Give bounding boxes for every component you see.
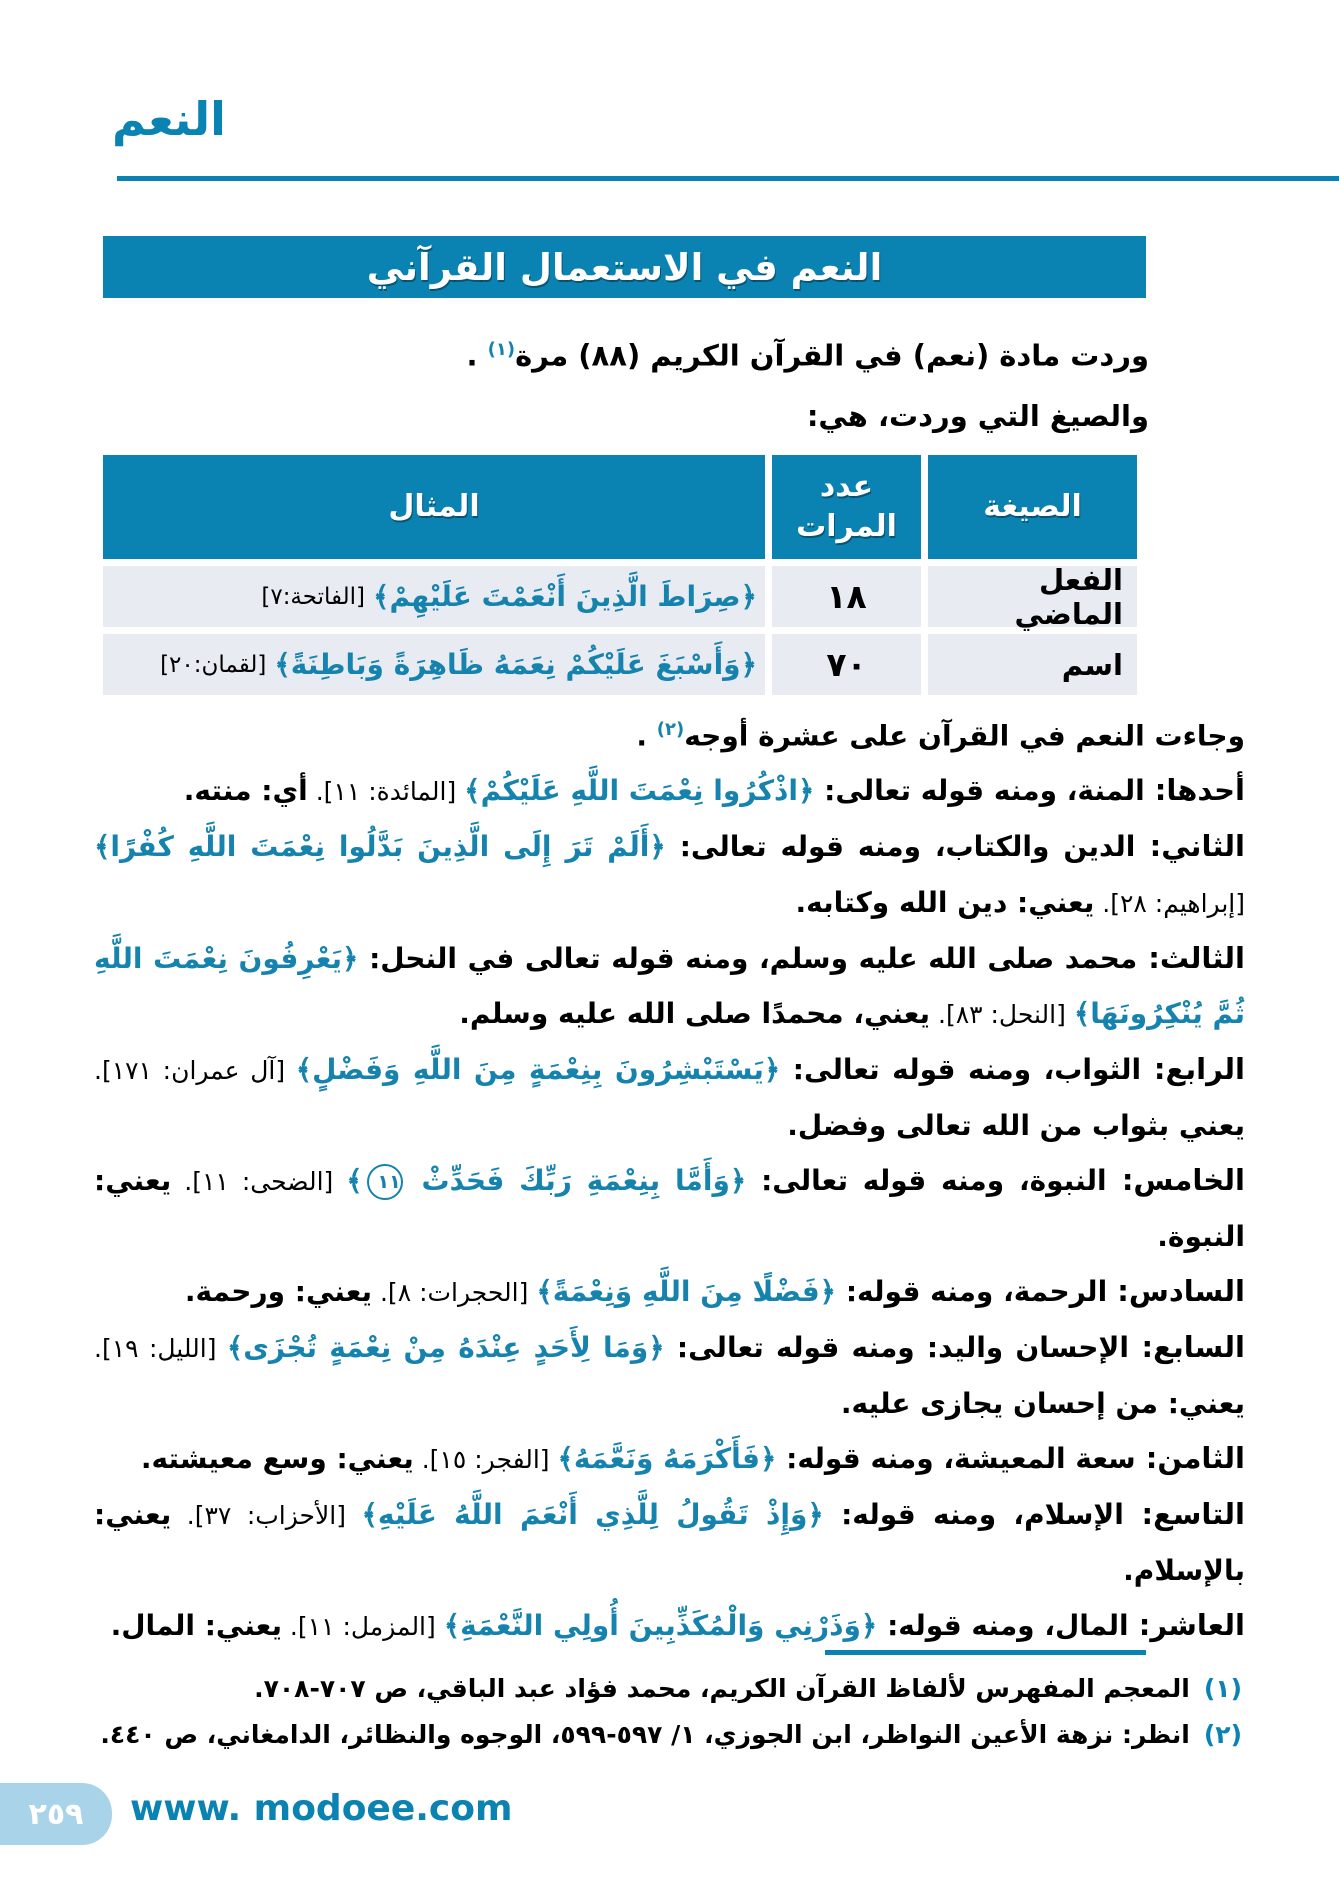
quran-quote: ﴿أَلَمْ تَرَ إِلَى الَّذِينَ بَدَّلُوا نِعْمَتَ اللَّهِ كُفْرًا﴾	[94, 830, 666, 864]
text-run: الدين والكتاب، ومنه قوله تعالى:	[665, 830, 1136, 864]
body-paragraph	[94, 931, 1245, 1042]
lead-word: السابع:	[1128, 1330, 1246, 1365]
text-run: .	[466, 338, 488, 373]
lead-word: الثامن:	[1135, 1441, 1245, 1476]
table-cell-form: اسم	[928, 634, 1137, 695]
text-run: الثواب، ومنه قوله تعالى:	[780, 1053, 1142, 1087]
quran-quote: ﴿وَذَرْنِي وَالْمُكَذِّبِينَ أُولِي النَّعْمَةِ﴾	[443, 1609, 878, 1643]
header-rule	[117, 176, 1339, 181]
quran-quote: ﴿وَمَا لِأَحَدٍ عِنْدَهُ مِنْ نِعْمَةٍ تُجْزَى﴾	[226, 1331, 665, 1365]
intro-paragraphs	[94, 320, 1245, 446]
text-run: أي: منته.	[183, 774, 308, 808]
table-cell-example	[103, 566, 765, 627]
text-run: .	[636, 719, 657, 753]
text-run: الإحسان واليد: ومنه قوله تعالى:	[664, 1331, 1129, 1365]
text-run: سعة المعيشة، ومنه قوله:	[776, 1442, 1136, 1476]
text-run: المال، ومنه قوله:	[877, 1609, 1129, 1643]
table-row	[103, 634, 1137, 695]
lead-word: الثاني:	[1135, 829, 1246, 864]
lead-word: العاشر:	[1128, 1608, 1245, 1643]
body-paragraphs	[94, 702, 1245, 1654]
page-number: ٢٥٩	[28, 1796, 84, 1832]
table-row	[103, 562, 1137, 631]
table-header-form: الصيغة	[928, 455, 1137, 559]
quran-quote: ﴿وَإِذْ تَقُولُ لِلَّذِي أَنْعَمَ اللَّهُ عَلَيْهِ﴾	[361, 1498, 824, 1532]
footnote-text: انظر: نزهة الأعين النواظر، ابن الجوزي، ١/ ٥٩٧-٥٩٩، الوجوه والنظائر، الدامغاني، ص ٤٤٠.	[100, 1720, 1190, 1749]
verse-reference: [الحجرات: ٨].	[372, 1278, 537, 1308]
table-header-row	[103, 455, 1137, 559]
table-header-count: عدد المرات	[772, 455, 921, 559]
text-run: المنة، ومنه قوله تعالى:	[814, 774, 1145, 808]
body-paragraph	[94, 1431, 1245, 1487]
body-paragraph	[94, 1320, 1245, 1431]
verse-reference: [لقمان:٢٠]	[160, 651, 267, 678]
quran-quote: ﴿يَسْتَبْشِرُونَ بِنِعْمَةٍ مِنَ اللَّهِ وَفَضْلٍ﴾	[295, 1053, 781, 1087]
text-run: يعني، محمدًا صلى الله عليه وسلم.	[459, 997, 931, 1031]
running-title: النعم	[112, 92, 226, 146]
table-body	[103, 562, 1137, 695]
page-number-pill	[0, 1783, 112, 1845]
quran-quote: ﴿يَعْرِفُونَ نِعْمَتَ اللَّهِ ثُمَّ يُنْكِرُونَهَا﴾	[94, 942, 1245, 1031]
verse-reference: [الأحزاب: ٣٧].	[171, 1501, 362, 1531]
lead-word: السادس:	[1107, 1274, 1245, 1309]
body-paragraph	[94, 763, 1245, 819]
lead-word: الثالث:	[1137, 941, 1245, 976]
section-banner-title: النعم في الاستعمال القرآني	[366, 245, 883, 289]
lead-word: الخامس:	[1106, 1163, 1245, 1198]
text-run: يعني: دين الله وكتابه.	[795, 886, 1095, 920]
text-run: الرحمة، ومنه قوله:	[836, 1275, 1108, 1309]
verse-reference: [إبراهيم: ٢٨].	[1094, 889, 1245, 919]
quran-quote: ﴾	[346, 1164, 363, 1198]
verse-reference: [الضحى: ١١].	[171, 1167, 347, 1197]
text-run: يعني: ورحمة.	[184, 1275, 373, 1309]
footnote-marker-sup: (١)	[487, 339, 516, 360]
quran-quote: ﴿وَأَسْبَغَ عَلَيْكُمْ نِعَمَهُ ظَاهِرَةً وَبَاطِنَةً﴾	[274, 648, 757, 681]
verse-reference: [النحل: ٨٣].	[930, 1000, 1074, 1030]
verse-reference: [آل عمران: ١٧١].	[94, 1056, 296, 1086]
forms-table	[103, 455, 1137, 702]
footnote-line	[94, 1712, 1242, 1758]
quran-quote: ﴿فَأَكْرَمَهُ وَنَعَّمَهُ﴾	[557, 1442, 777, 1476]
text-run: يعني: من إحسان يجازى عليه.	[840, 1387, 1245, 1421]
text-run: النبوة، ومنه قوله تعالى:	[746, 1164, 1107, 1198]
table-cell-count: ١٨	[772, 566, 921, 627]
quran-quote: ﴿وَأَمَّا بِنِعْمَةِ رَبِّكَ فَحَدِّثْ	[406, 1164, 747, 1198]
text-run: وجاءت النعم في القرآن على عشرة أوجه	[684, 719, 1245, 753]
footnotes	[94, 1666, 1242, 1758]
intro-paragraph	[94, 320, 1245, 386]
table-cell-form: الفعل الماضي	[928, 566, 1137, 627]
footnote-marker: (٢)	[1203, 1720, 1242, 1749]
body-paragraph	[94, 1487, 1245, 1598]
table-cell-example	[103, 634, 765, 695]
ayah-number: ١١	[367, 1164, 403, 1200]
text-run: وردت مادة (نعم) في القرآن الكريم (٨٨) مرة	[515, 338, 1149, 373]
intro-paragraph	[94, 386, 1245, 446]
footnote-marker-sup: (٢)	[656, 719, 685, 740]
footnote-marker: (١)	[1203, 1674, 1242, 1703]
text-run: يعني: المال.	[110, 1609, 282, 1643]
body-paragraph	[94, 1598, 1245, 1654]
text-run: والصيغ التي وردت، هي:	[806, 398, 1149, 433]
quran-quote: ﴿اذْكُرُوا نِعْمَتَ اللَّهِ عَلَيْكُمْ﴾	[464, 774, 815, 808]
verse-reference: [الفاتحة:٧]	[261, 583, 366, 610]
verse-reference: [الفجر: ١٥].	[413, 1445, 558, 1475]
text-run: محمد صلى الله عليه وسلم، ومنه قوله تعالى في النحل:	[358, 942, 1138, 976]
quran-quote: ﴿فَضْلًا مِنَ اللَّهِ وَنِعْمَةً﴾	[536, 1275, 837, 1309]
text-run: يعني: النبوة.	[94, 1164, 1245, 1254]
table-header-example: المثال	[103, 455, 765, 559]
table-cell-count: ٧٠	[772, 634, 921, 695]
lead-word: أحدها:	[1144, 773, 1245, 808]
body-paragraph	[94, 702, 1245, 763]
text-run: يعني بثواب من الله تعالى وفضل.	[787, 1109, 1245, 1143]
footnote-divider	[825, 1650, 1146, 1655]
body-paragraph	[94, 819, 1245, 931]
body-paragraph	[94, 1264, 1245, 1320]
verse-reference: [الليل: ١٩].	[94, 1334, 227, 1364]
body-paragraph	[94, 1153, 1245, 1264]
lead-word: التاسع:	[1123, 1497, 1245, 1532]
verse-reference: [المائدة: ١١].	[307, 777, 465, 807]
lead-word: الرابع:	[1141, 1052, 1245, 1087]
footnote-text: المعجم المفهرس لألفاظ القرآن الكريم، محمد فؤاد عبد الباقي، ص ٧٠٧-٧٠٨.	[254, 1674, 1190, 1703]
text-run: الإسلام، ومنه قوله:	[823, 1498, 1124, 1532]
section-banner	[103, 236, 1146, 298]
body-paragraph	[94, 1042, 1245, 1153]
website-link[interactable]: www. modoee.com	[130, 1788, 513, 1829]
footnote-line	[94, 1666, 1242, 1712]
text-run: يعني: بالإسلام.	[94, 1498, 1245, 1588]
verse-reference: [المزمل: ١١].	[281, 1612, 444, 1642]
text-run: يعني: وسع معيشته.	[140, 1442, 414, 1476]
quran-quote: ﴿صِرَاطَ الَّذِينَ أَنْعَمْتَ عَلَيْهِمْ﴾	[373, 580, 757, 613]
